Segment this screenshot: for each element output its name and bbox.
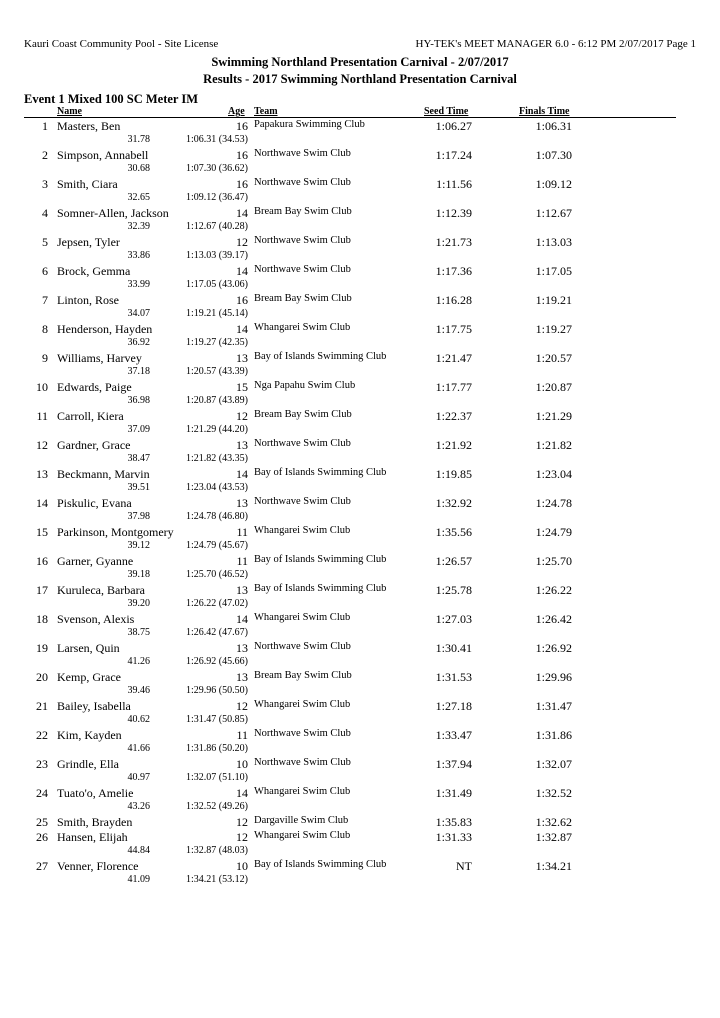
team-name: Bream Bay Swim Club <box>254 670 352 681</box>
split-100: 1:21.29 (44.20) <box>186 424 248 435</box>
place-cell: 26 <box>36 830 48 844</box>
swimmer-name: Williams, Harvey <box>57 351 142 365</box>
split-100: 1:25.70 (46.52) <box>186 569 248 580</box>
table-row <box>0 756 720 785</box>
split-50: 37.09 <box>127 424 150 435</box>
finals-time: 1:20.57 <box>535 351 572 365</box>
split-50: 40.97 <box>127 772 150 783</box>
seed-time: 1:22.37 <box>435 409 472 423</box>
age-cell: 16 <box>236 177 248 191</box>
age-cell: 12 <box>236 409 248 423</box>
finals-time: 1:34.21 <box>535 859 572 873</box>
place-cell: 4 <box>42 206 48 220</box>
table-row <box>0 524 720 553</box>
seed-time: 1:16.28 <box>435 293 472 307</box>
place-cell: 27 <box>36 859 48 873</box>
team-name: Nga Papahu Swim Club <box>254 380 356 391</box>
swimmer-name: Gardner, Grace <box>57 438 131 452</box>
split-100: 1:09.12 (36.47) <box>186 192 248 203</box>
seed-time: 1:33.47 <box>435 728 472 742</box>
split-50: 39.46 <box>127 685 150 696</box>
swimmer-name: Beckmann, Marvin <box>57 467 150 481</box>
event-heading: Event 1 Mixed 100 SC Meter IM <box>24 92 199 106</box>
team-name: Bream Bay Swim Club <box>254 206 352 217</box>
split-100: 1:32.87 (48.03) <box>186 845 248 856</box>
swimmer-name: Simpson, Annabell <box>57 148 149 162</box>
age-cell: 13 <box>236 583 248 597</box>
split-50: 33.99 <box>127 279 150 290</box>
finals-time: 1:32.52 <box>535 786 572 800</box>
seed-time: 1:35.83 <box>435 815 472 829</box>
seed-time: 1:37.94 <box>435 757 472 771</box>
split-100: 1:32.07 (51.10) <box>186 772 248 783</box>
software-info: HY-TEK's MEET MANAGER 6.0 - 6:12 PM 2/07/2017 Page 1 <box>415 38 696 50</box>
split-50: 32.65 <box>127 192 150 203</box>
age-cell: 14 <box>236 264 248 278</box>
place-cell: 22 <box>36 728 48 742</box>
split-100: 1:13.03 (39.17) <box>186 250 248 261</box>
finals-time: 1:12.67 <box>535 206 572 220</box>
swimmer-name: Parkinson, Montgomery <box>57 525 174 539</box>
split-100: 1:24.79 (45.67) <box>186 540 248 551</box>
team-name: Bay of Islands Swimming Club <box>254 583 387 594</box>
split-50: 31.78 <box>127 134 150 145</box>
swimmer-name: Somner-Allen, Jackson <box>57 206 169 220</box>
table-row <box>0 829 720 858</box>
place-cell: 9 <box>42 351 48 365</box>
seed-time: 1:31.49 <box>435 786 472 800</box>
seed-time: 1:32.92 <box>435 496 472 510</box>
team-name: Whangarei Swim Club <box>254 786 351 797</box>
table-row <box>0 350 720 379</box>
swimmer-name: Svenson, Alexis <box>57 612 135 626</box>
team-name: Northwave Swim Club <box>254 496 351 507</box>
split-50: 39.18 <box>127 569 150 580</box>
table-row <box>0 118 720 147</box>
team-name: Whangarei Swim Club <box>254 525 351 536</box>
table-row <box>0 379 720 408</box>
seed-time: 1:17.75 <box>435 322 472 336</box>
split-100: 1:20.87 (43.89) <box>186 395 248 406</box>
place-cell: 5 <box>42 235 48 249</box>
age-cell: 13 <box>236 496 248 510</box>
seed-time: 1:21.47 <box>435 351 472 365</box>
split-50: 37.98 <box>127 511 150 522</box>
column-header-name: Name <box>57 106 82 117</box>
team-name: Bream Bay Swim Club <box>254 293 352 304</box>
table-row <box>0 814 720 829</box>
split-100: 1:26.22 (47.02) <box>186 598 248 609</box>
table-row <box>0 495 720 524</box>
split-50: 38.47 <box>127 453 150 464</box>
swimmer-name: Smith, Brayden <box>57 815 133 829</box>
finals-time: 1:25.70 <box>535 554 572 568</box>
age-cell: 13 <box>236 351 248 365</box>
finals-time: 1:21.29 <box>535 409 572 423</box>
seed-time: 1:11.56 <box>436 177 472 191</box>
age-cell: 12 <box>236 235 248 249</box>
age-cell: 16 <box>236 119 248 133</box>
age-cell: 16 <box>236 293 248 307</box>
swimmer-name: Garner, Gyanne <box>57 554 134 568</box>
swimmer-name: Jepsen, Tyler <box>57 235 120 249</box>
split-100: 1:21.82 (43.35) <box>186 453 248 464</box>
swimmer-name: Smith, Ciara <box>57 177 118 191</box>
place-cell: 19 <box>36 641 48 655</box>
team-name: Northwave Swim Club <box>254 438 351 449</box>
team-name: Whangarei Swim Club <box>254 830 351 841</box>
team-name: Whangarei Swim Club <box>254 612 351 623</box>
split-50: 33.86 <box>127 250 150 261</box>
finals-time: 1:19.21 <box>535 293 572 307</box>
table-row <box>0 437 720 466</box>
seed-time: 1:30.41 <box>435 641 472 655</box>
team-name: Northwave Swim Club <box>254 757 351 768</box>
table-row <box>0 263 720 292</box>
place-cell: 25 <box>36 815 48 829</box>
team-name: Bay of Islands Swimming Club <box>254 554 387 565</box>
place-cell: 1 <box>42 119 48 133</box>
place-cell: 16 <box>36 554 48 568</box>
finals-time: 1:31.47 <box>535 699 572 713</box>
table-row <box>0 234 720 263</box>
finals-time: 1:29.96 <box>535 670 572 684</box>
age-cell: 13 <box>236 641 248 655</box>
age-cell: 13 <box>236 438 248 452</box>
split-100: 1:19.21 (45.14) <box>186 308 248 319</box>
finals-time: 1:06.31 <box>535 119 572 133</box>
swimmer-name: Linton, Rose <box>57 293 119 307</box>
place-cell: 8 <box>42 322 48 336</box>
age-cell: 14 <box>236 786 248 800</box>
finals-time: 1:26.92 <box>535 641 572 655</box>
swimmer-name: Venner, Florence <box>57 859 139 873</box>
team-name: Northwave Swim Club <box>254 264 351 275</box>
team-name: Northwave Swim Club <box>254 148 351 159</box>
split-100: 1:31.47 (50.85) <box>186 714 248 725</box>
team-name: Whangarei Swim Club <box>254 322 351 333</box>
swimmer-name: Kim, Kayden <box>57 728 122 742</box>
place-cell: 18 <box>36 612 48 626</box>
swimmer-name: Grindle, Ella <box>57 757 119 771</box>
swimmer-name: Piskulic, Evana <box>57 496 132 510</box>
team-name: Bream Bay Swim Club <box>254 409 352 420</box>
swimmer-name: Kemp, Grace <box>57 670 121 684</box>
team-name: Bay of Islands Swimming Club <box>254 467 387 478</box>
place-cell: 10 <box>36 380 48 394</box>
finals-time: 1:20.87 <box>535 380 572 394</box>
seed-time: 1:31.33 <box>435 830 472 844</box>
place-cell: 20 <box>36 670 48 684</box>
table-row <box>0 611 720 640</box>
split-100: 1:34.21 (53.12) <box>186 874 248 885</box>
finals-time: 1:32.87 <box>535 830 572 844</box>
split-50: 41.26 <box>127 656 150 667</box>
team-name: Papakura Swimming Club <box>254 119 365 130</box>
seed-time: 1:21.73 <box>435 235 472 249</box>
age-cell: 13 <box>236 670 248 684</box>
place-cell: 3 <box>42 177 48 191</box>
seed-time: 1:06.27 <box>435 119 472 133</box>
split-100: 1:31.86 (50.20) <box>186 743 248 754</box>
age-cell: 12 <box>236 830 248 844</box>
swimmer-name: Larsen, Quin <box>57 641 120 655</box>
split-50: 37.18 <box>127 366 150 377</box>
team-name: Whangarei Swim Club <box>254 699 351 710</box>
age-cell: 16 <box>236 148 248 162</box>
split-50: 30.68 <box>127 163 150 174</box>
age-cell: 15 <box>236 380 248 394</box>
age-cell: 10 <box>236 859 248 873</box>
table-row <box>0 205 720 234</box>
split-50: 34.07 <box>127 308 150 319</box>
table-row <box>0 858 720 887</box>
split-100: 1:06.31 (34.53) <box>186 134 248 145</box>
finals-time: 1:24.79 <box>535 525 572 539</box>
split-100: 1:20.57 (43.39) <box>186 366 248 377</box>
swimmer-name: Hansen, Elijah <box>57 830 128 844</box>
table-row <box>0 785 720 814</box>
split-100: 1:26.42 (47.67) <box>186 627 248 638</box>
seed-time: 1:35.56 <box>435 525 472 539</box>
swimmer-name: Masters, Ben <box>57 119 121 133</box>
age-cell: 14 <box>236 206 248 220</box>
table-row <box>0 147 720 176</box>
place-cell: 7 <box>42 293 48 307</box>
finals-time: 1:32.07 <box>535 757 572 771</box>
split-50: 41.09 <box>127 874 150 885</box>
finals-time: 1:26.22 <box>535 583 572 597</box>
team-name: Northwave Swim Club <box>254 177 351 188</box>
swimmer-name: Tuato'o, Amelie <box>57 786 134 800</box>
team-name: Northwave Swim Club <box>254 235 351 246</box>
place-cell: 24 <box>36 786 48 800</box>
seed-time: 1:27.03 <box>435 612 472 626</box>
split-100: 1:19.27 (42.35) <box>186 337 248 348</box>
split-50: 38.75 <box>127 627 150 638</box>
split-100: 1:32.52 (49.26) <box>186 801 248 812</box>
split-50: 39.12 <box>127 540 150 551</box>
swimmer-name: Brock, Gemma <box>57 264 131 278</box>
team-name: Bay of Islands Swimming Club <box>254 351 387 362</box>
table-row <box>0 669 720 698</box>
split-100: 1:24.78 (46.80) <box>186 511 248 522</box>
site-license: Kauri Coast Community Pool - Site License <box>24 38 219 50</box>
split-100: 1:12.67 (40.28) <box>186 221 248 232</box>
swimmer-name: Carroll, Kiera <box>57 409 124 423</box>
team-name: Northwave Swim Club <box>254 728 351 739</box>
column-header-team: Team <box>254 106 278 117</box>
seed-time: 1:17.77 <box>435 380 472 394</box>
place-cell: 15 <box>36 525 48 539</box>
seed-time: NT <box>456 859 472 873</box>
team-name: Bay of Islands Swimming Club <box>254 859 387 870</box>
place-cell: 12 <box>36 438 48 452</box>
team-name: Northwave Swim Club <box>254 641 351 652</box>
seed-time: 1:17.24 <box>435 148 472 162</box>
finals-time: 1:21.82 <box>535 438 572 452</box>
age-cell: 11 <box>236 525 248 539</box>
age-cell: 14 <box>236 322 248 336</box>
swimmer-name: Kuruleca, Barbara <box>57 583 145 597</box>
finals-time: 1:19.27 <box>535 322 572 336</box>
split-50: 43.26 <box>127 801 150 812</box>
split-100: 1:17.05 (43.06) <box>186 279 248 290</box>
team-name: Dargaville Swim Club <box>254 815 349 826</box>
split-100: 1:07.30 (36.62) <box>186 163 248 174</box>
results-title: Results - 2017 Swimming Northland Presentation Carnival <box>203 72 517 86</box>
place-cell: 23 <box>36 757 48 771</box>
split-50: 36.98 <box>127 395 150 406</box>
column-header-finals-time: Finals Time <box>519 106 570 117</box>
table-row <box>0 553 720 582</box>
split-50: 32.39 <box>127 221 150 232</box>
finals-time: 1:07.30 <box>535 148 572 162</box>
place-cell: 13 <box>36 467 48 481</box>
table-row <box>0 292 720 321</box>
swimmer-name: Bailey, Isabella <box>57 699 131 713</box>
swimmer-name: Henderson, Hayden <box>57 322 153 336</box>
finals-time: 1:24.78 <box>535 496 572 510</box>
finals-time: 1:13.03 <box>535 235 572 249</box>
seed-time: 1:25.78 <box>435 583 472 597</box>
split-100: 1:29.96 (50.50) <box>186 685 248 696</box>
seed-time: 1:26.57 <box>435 554 472 568</box>
finals-time: 1:31.86 <box>535 728 572 742</box>
split-50: 40.62 <box>127 714 150 725</box>
age-cell: 11 <box>236 728 248 742</box>
table-row <box>0 727 720 756</box>
seed-time: 1:19.85 <box>435 467 472 481</box>
column-header-age: Age <box>228 106 245 117</box>
split-50: 36.92 <box>127 337 150 348</box>
place-cell: 17 <box>36 583 48 597</box>
finals-time: 1:26.42 <box>535 612 572 626</box>
table-row <box>0 466 720 495</box>
place-cell: 6 <box>42 264 48 278</box>
age-cell: 14 <box>236 467 248 481</box>
table-row <box>0 582 720 611</box>
age-cell: 11 <box>236 554 248 568</box>
split-50: 44.84 <box>127 845 150 856</box>
place-cell: 2 <box>42 148 48 162</box>
seed-time: 1:31.53 <box>435 670 472 684</box>
column-header-seed-time: Seed Time <box>424 106 469 117</box>
place-cell: 21 <box>36 699 48 713</box>
split-50: 39.20 <box>127 598 150 609</box>
age-cell: 14 <box>236 612 248 626</box>
place-cell: 14 <box>36 496 48 510</box>
results-table <box>0 118 720 887</box>
split-100: 1:26.92 (45.66) <box>186 656 248 667</box>
meet-title: Swimming Northland Presentation Carnival - 2/07/2017 <box>211 55 509 69</box>
table-row <box>0 698 720 727</box>
finals-time: 1:23.04 <box>535 467 572 481</box>
seed-time: 1:12.39 <box>435 206 472 220</box>
split-50: 39.51 <box>127 482 150 493</box>
age-cell: 12 <box>236 699 248 713</box>
seed-time: 1:27.18 <box>435 699 472 713</box>
table-row <box>0 408 720 437</box>
table-row <box>0 640 720 669</box>
age-cell: 10 <box>236 757 248 771</box>
finals-time: 1:17.05 <box>535 264 572 278</box>
swimmer-name: Edwards, Paige <box>57 380 132 394</box>
table-row <box>0 321 720 350</box>
seed-time: 1:21.92 <box>435 438 472 452</box>
table-row <box>0 176 720 205</box>
split-100: 1:23.04 (43.53) <box>186 482 248 493</box>
split-50: 41.66 <box>127 743 150 754</box>
place-cell: 11 <box>36 409 48 423</box>
finals-time: 1:32.62 <box>535 815 572 829</box>
finals-time: 1:09.12 <box>535 177 572 191</box>
seed-time: 1:17.36 <box>435 264 472 278</box>
age-cell: 12 <box>236 815 248 829</box>
